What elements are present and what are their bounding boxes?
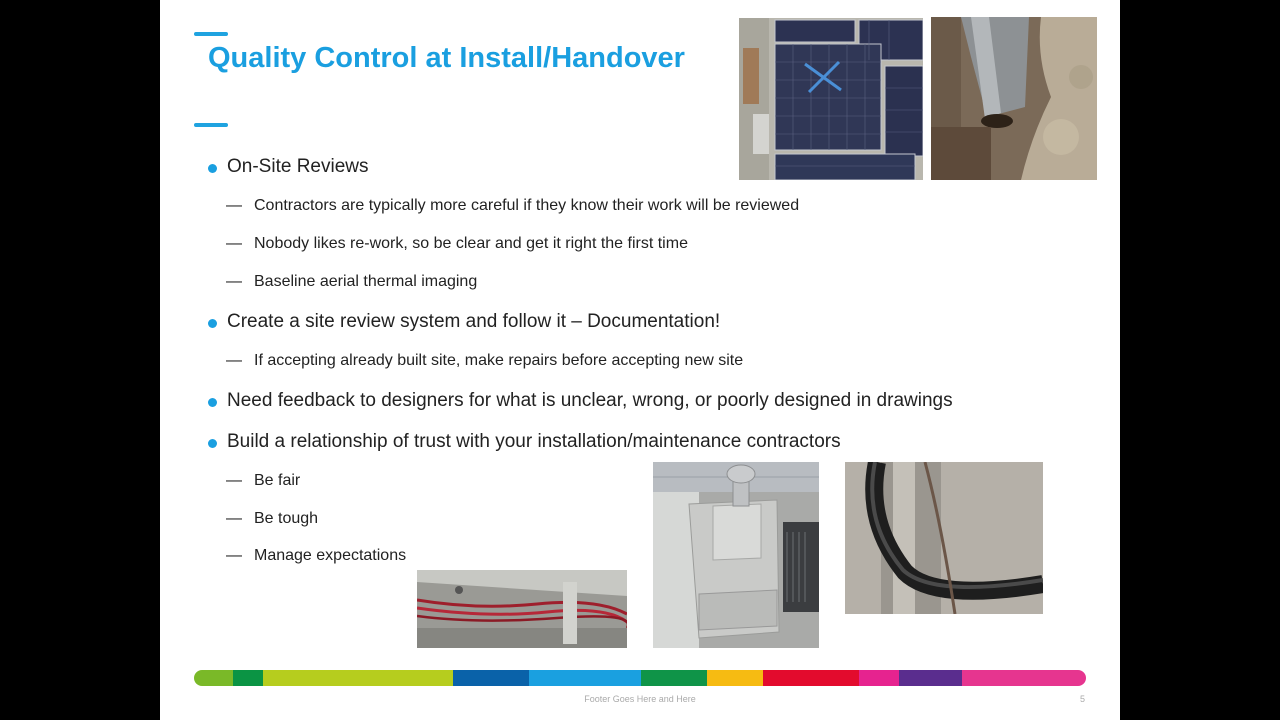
dash-marker-icon: — (226, 510, 242, 527)
stripe-segment (707, 670, 763, 686)
bullet-dot-icon (208, 439, 217, 448)
stripe-segment (859, 670, 899, 686)
title-accent-bottom (194, 123, 228, 127)
stripe-segment (453, 670, 529, 686)
sub-bullet-text: If accepting already built site, make repairs before accepting new site (254, 352, 744, 369)
wiring-photo (417, 570, 627, 648)
bullet-dot-icon (208, 164, 217, 173)
bullet-text: On-Site Reviews (227, 156, 369, 177)
dash-marker-icon: — (226, 197, 242, 214)
color-stripe (194, 670, 1086, 686)
stripe-segment (529, 670, 641, 686)
cable-photo (845, 462, 1043, 614)
stripe-segment (763, 670, 859, 686)
page-number: 5 (1080, 694, 1086, 704)
bullet-text: Need feedback to designers for what is unclear, wrong, or poorly designed in drawings (227, 390, 953, 411)
bullet-dot-icon (208, 398, 217, 407)
bullet-text: Create a site review system and follow it – Documentation! (227, 311, 721, 332)
ground-post-photo (931, 17, 1097, 180)
dash-marker-icon: — (226, 273, 242, 290)
stripe-segment (194, 670, 233, 686)
dash-marker-icon: — (226, 235, 242, 252)
sub-bullet-text: Nobody likes re-work, so be clear and get it right the first time (254, 235, 688, 252)
stripe-segment (233, 670, 263, 686)
solar-panel-photo (739, 18, 923, 180)
dash-marker-icon: — (226, 352, 242, 369)
panel-clamp-photo (653, 462, 819, 648)
stripe-segment (899, 670, 962, 686)
slide-footer: Footer Goes Here and Here (584, 694, 696, 704)
slide (160, 0, 1120, 720)
title-accent-top (194, 32, 228, 36)
stripe-segment (641, 670, 707, 686)
sub-bullet-text: Be tough (254, 510, 319, 527)
sub-bullet-text: Manage expectations (254, 547, 407, 564)
dash-marker-icon: — (226, 547, 242, 564)
sub-bullet-text: Baseline aerial thermal imaging (254, 273, 478, 290)
dash-marker-icon: — (226, 472, 242, 489)
sub-bullet-text: Contractors are typically more careful if they know their work will be reviewed (254, 197, 800, 214)
slide-title: Quality Control at Install/Handover (208, 42, 685, 74)
stripe-segment (962, 670, 1086, 686)
bullet-dot-icon (208, 319, 217, 328)
stripe-segment (263, 670, 453, 686)
sub-bullet-text: Be fair (254, 472, 301, 489)
bullet-text: Build a relationship of trust with your installation/maintenance contractors (227, 431, 841, 452)
